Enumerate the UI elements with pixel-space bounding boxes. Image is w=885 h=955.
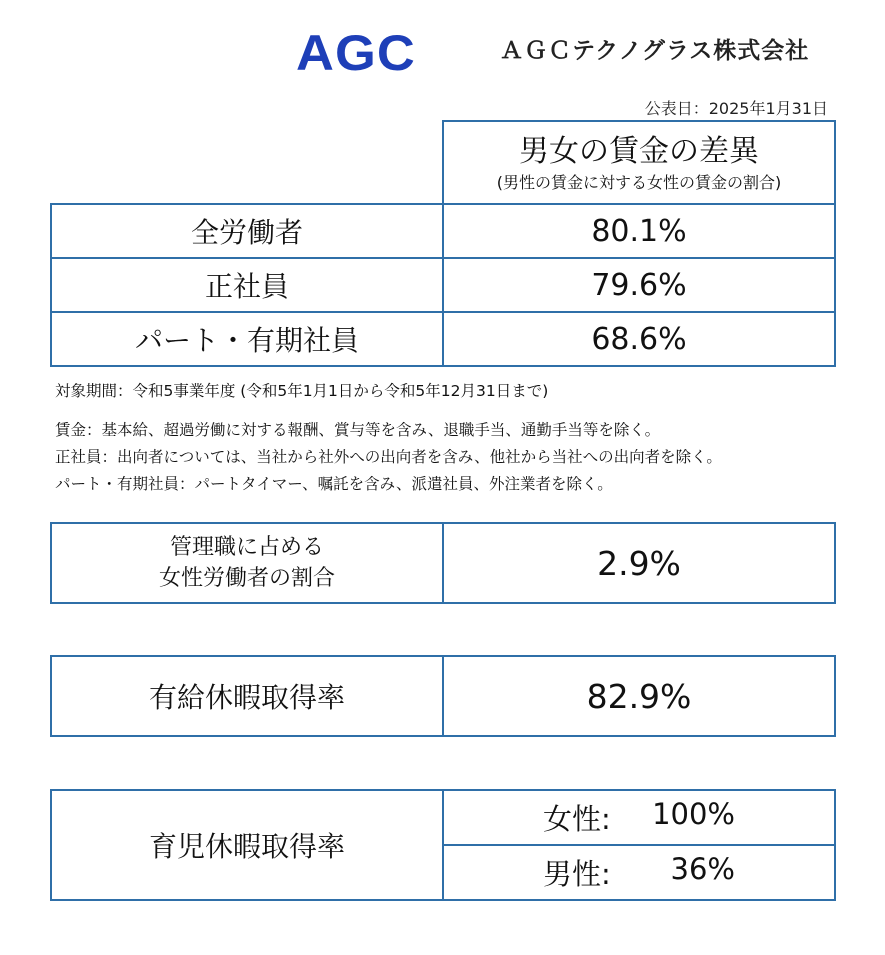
childcare-leave-label: 育児休暇取得率	[51, 790, 443, 900]
wage-gap-subtitle: (男性の賃金に対する女性の賃金の割合)	[496, 172, 782, 192]
row-value-part-time: 68.6%	[443, 312, 835, 366]
header-blank-cell	[51, 121, 443, 204]
female-managers-label	[51, 523, 443, 603]
childcare-leave-table	[50, 789, 836, 901]
female-managers-label-line1: 管理職に占める	[169, 535, 324, 560]
note-regular-definition: 正社員：出向者については、当社から社外への出向者を含み、他社から当社への出向者を除く。	[55, 448, 722, 466]
male-label: 男性:	[543, 857, 611, 891]
note-period: 対象期間：令和5事業年度 (令和5年1月1日から令和5年12月31日まで)	[55, 382, 549, 400]
childcare-female-cell	[443, 790, 835, 845]
table-row	[51, 204, 835, 258]
row-value-regular: 79.6%	[443, 258, 835, 312]
female-label: 女性:	[543, 802, 611, 836]
table-row	[51, 258, 835, 312]
row-value-all-workers: 80.1%	[443, 204, 835, 258]
publication-date: 公表日：2025年1月31日	[644, 99, 828, 118]
female-value: 100%	[652, 797, 735, 831]
wage-gap-table	[50, 120, 836, 367]
female-managers-value: 2.9%	[443, 523, 835, 603]
childcare-male-cell	[443, 845, 835, 900]
male-value: 36%	[670, 852, 735, 886]
note-part-definition: パート・有期社員：パートタイマー、嘱託を含み、派遣社員、外注業者を除く。	[55, 475, 613, 493]
table-row	[51, 312, 835, 366]
wage-gap-header	[443, 121, 835, 204]
female-managers-label-line2: 女性労働者の割合	[158, 566, 335, 591]
paid-leave-value: 82.9%	[443, 656, 835, 736]
row-label-regular: 正社員	[51, 258, 443, 312]
female-managers-table	[50, 522, 836, 604]
wage-gap-title: 男女の賃金の差異	[519, 133, 759, 169]
row-label-part-time: パート・有期社員	[51, 312, 443, 366]
row-label-all-workers: 全労働者	[51, 204, 443, 258]
agc-logo: AGC	[296, 25, 416, 81]
company-name: ＡＧＣテクノグラス株式会社	[500, 38, 810, 64]
paid-leave-label: 有給休暇取得率	[51, 656, 443, 736]
note-wage-definition: 賃金：基本給、超過労働に対する報酬、賞与等を含み、退職手当、通勤手当等を除く。	[55, 421, 661, 439]
paid-leave-table	[50, 655, 836, 737]
